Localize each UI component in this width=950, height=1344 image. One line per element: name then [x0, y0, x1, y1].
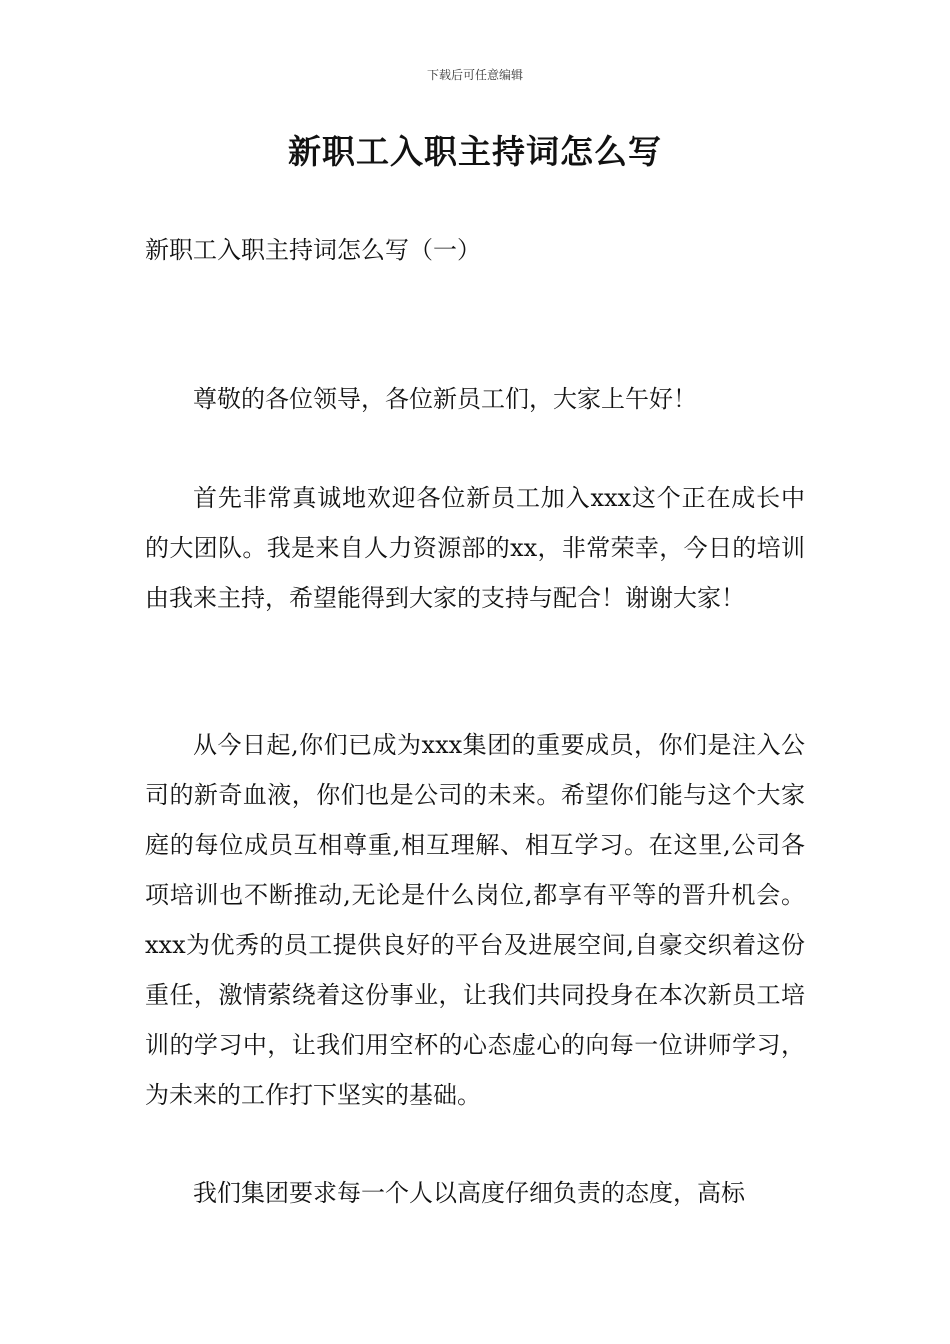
- paragraph-greeting: 尊敬的各位领导，各位新员工们，大家上午好！: [193, 385, 697, 413]
- paragraph-company: 从今日起,你们已成为xxx集团的重要成员，你们是注入公司的新奇血液，你们也是公司的未来。希望你们能与这个大家庭的每位成员互相尊重,相互理解、相互学习。在这里,公司各项培训也不断推动,无论是什么岗位,都享有平等的晋升机会。xxx为优秀的员工提供良好的平台及进展空间,自豪交织着这份重任，激情萦绕着这份事业，让我们共同投身在本次新员工培训的学习中，让我们用空杯的心态虚心的向每一位讲师学习，为未来的工作打下坚实的基础。: [145, 731, 805, 1109]
- header-note: 下载后可任意编辑: [426, 68, 523, 82]
- section-subtitle: 新职工入职主持词怎么写（一）: [145, 236, 481, 264]
- paragraph-requirements: 我们集团要求每一个人以高度仔细负责的态度，高标: [193, 1179, 745, 1207]
- paragraph-welcome: 首先非常真诚地欢迎各位新员工加入xxx这个正在成长中的大团队。我是来自人力资源部的xx，非常荣幸，今日的培训由我来主持，希望能得到大家的支持与配合！谢谢大家！: [145, 484, 805, 612]
- document-title: 新职工入职主持词怎么写: [288, 132, 662, 171]
